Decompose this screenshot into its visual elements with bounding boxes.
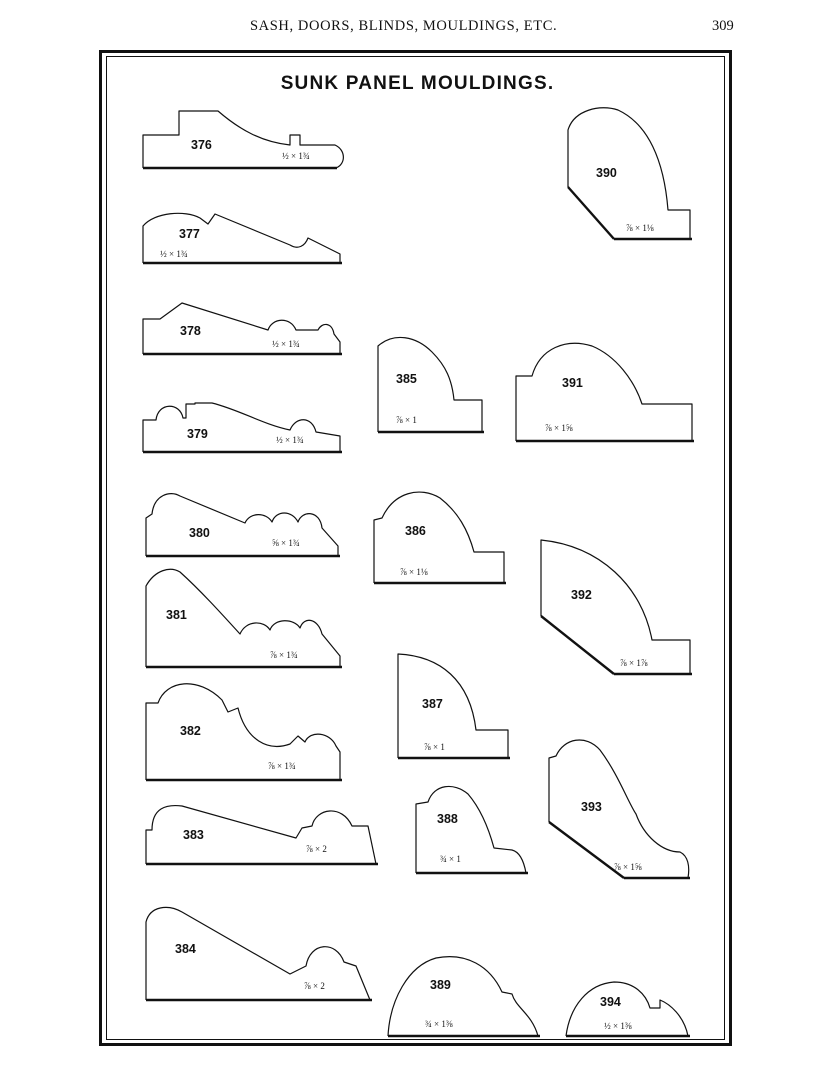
base-390a: [568, 187, 614, 239]
moulding-387: [398, 654, 510, 758]
moulding-size-390: ⅞ × 1⅛: [626, 223, 654, 233]
moulding-number-390: 390: [596, 166, 617, 180]
profile-387: [398, 654, 508, 758]
moulding-number-382: 382: [180, 724, 201, 738]
moulding-size-387: ⅞ × 1: [424, 742, 445, 752]
moulding-379: [143, 403, 342, 452]
profile-391: [516, 343, 692, 441]
moulding-381: [146, 569, 342, 667]
moulding-size-392: ⅞ × 1⅞: [620, 658, 648, 668]
moulding-number-394: 394: [600, 995, 621, 1009]
moulding-384: [146, 907, 372, 1000]
profile-378: [143, 303, 340, 354]
moulding-number-389: 389: [430, 978, 451, 992]
moulding-377: [143, 213, 342, 263]
moulding-size-380: ⅝ × 1¾: [272, 538, 300, 548]
moulding-size-382: ⅞ × 1¾: [268, 761, 296, 771]
moulding-size-386: ⅞ × 1⅛: [400, 567, 428, 577]
profile-392: [541, 540, 690, 674]
moulding-number-384: 384: [175, 942, 196, 956]
moulding-size-379: ½ × 1¾: [276, 435, 304, 445]
moulding-385: [378, 337, 484, 432]
moulding-382: [146, 684, 342, 780]
profile-379: [143, 403, 340, 452]
moulding-380: [146, 494, 340, 556]
moulding-389: [388, 957, 540, 1036]
moulding-number-377: 377: [179, 227, 200, 241]
moulding-388: [416, 786, 528, 873]
moulding-390: [568, 108, 692, 239]
moulding-394: [566, 982, 690, 1036]
moulding-size-377: ½ × 1¾: [160, 249, 188, 259]
moulding-number-376: 376: [191, 138, 212, 152]
moulding-391: [516, 343, 694, 441]
profile-382: [146, 684, 340, 780]
base-393a: [549, 822, 624, 878]
moulding-383: [146, 806, 378, 864]
moulding-386: [374, 492, 506, 583]
plate-title: SUNK PANEL MOULDINGS.: [280, 73, 555, 94]
moulding-378: [143, 303, 342, 354]
running-title: SASH, DOORS, BLINDS, MOULDINGS, ETC.: [250, 18, 558, 34]
moulding-number-393: 393: [581, 800, 602, 814]
moulding-number-379: 379: [187, 427, 208, 441]
moulding-number-387: 387: [422, 697, 443, 711]
page-number: 309: [712, 18, 734, 34]
moulding-number-392: 392: [571, 588, 592, 602]
moulding-376: [143, 111, 343, 168]
moulding-size-394: ½ × 1⅜: [604, 1021, 632, 1031]
moulding-number-388: 388: [437, 812, 458, 826]
profile-388: [416, 786, 526, 873]
moulding-number-391: 391: [562, 376, 583, 390]
profile-389: [388, 957, 538, 1036]
moulding-393: [549, 740, 690, 878]
profile-385: [378, 337, 482, 432]
moulding-number-386: 386: [405, 524, 426, 538]
moulding-size-384: ⅞ × 2: [304, 981, 325, 991]
moulding-size-376: ½ × 1¾: [282, 151, 310, 161]
base-392a: [541, 616, 614, 674]
profile-383: [146, 806, 376, 864]
profile-376: [143, 111, 343, 168]
moulding-size-385: ⅞ × 1: [396, 415, 417, 425]
moulding-size-388: ¾ × 1: [440, 854, 461, 864]
profile-393: [549, 740, 689, 878]
moulding-size-378: ½ × 1¾: [272, 339, 300, 349]
moulding-number-378: 378: [180, 324, 201, 338]
moulding-392: [541, 540, 692, 674]
moulding-size-389: ¾ × 1⅜: [425, 1019, 453, 1029]
moulding-size-391: ⅞ × 1⅝: [545, 423, 573, 433]
moulding-size-393: ⅞ × 1⅝: [614, 862, 642, 872]
moulding-number-383: 383: [183, 828, 204, 842]
moulding-size-383: ⅞ × 2: [306, 844, 327, 854]
profile-390: [568, 108, 690, 239]
moulding-size-381: ⅞ × 1¾: [270, 650, 298, 660]
moulding-number-381: 381: [166, 608, 187, 622]
moulding-number-385: 385: [396, 372, 417, 386]
moulding-number-380: 380: [189, 526, 210, 540]
profile-380: [146, 494, 338, 556]
profile-386: [374, 492, 504, 583]
